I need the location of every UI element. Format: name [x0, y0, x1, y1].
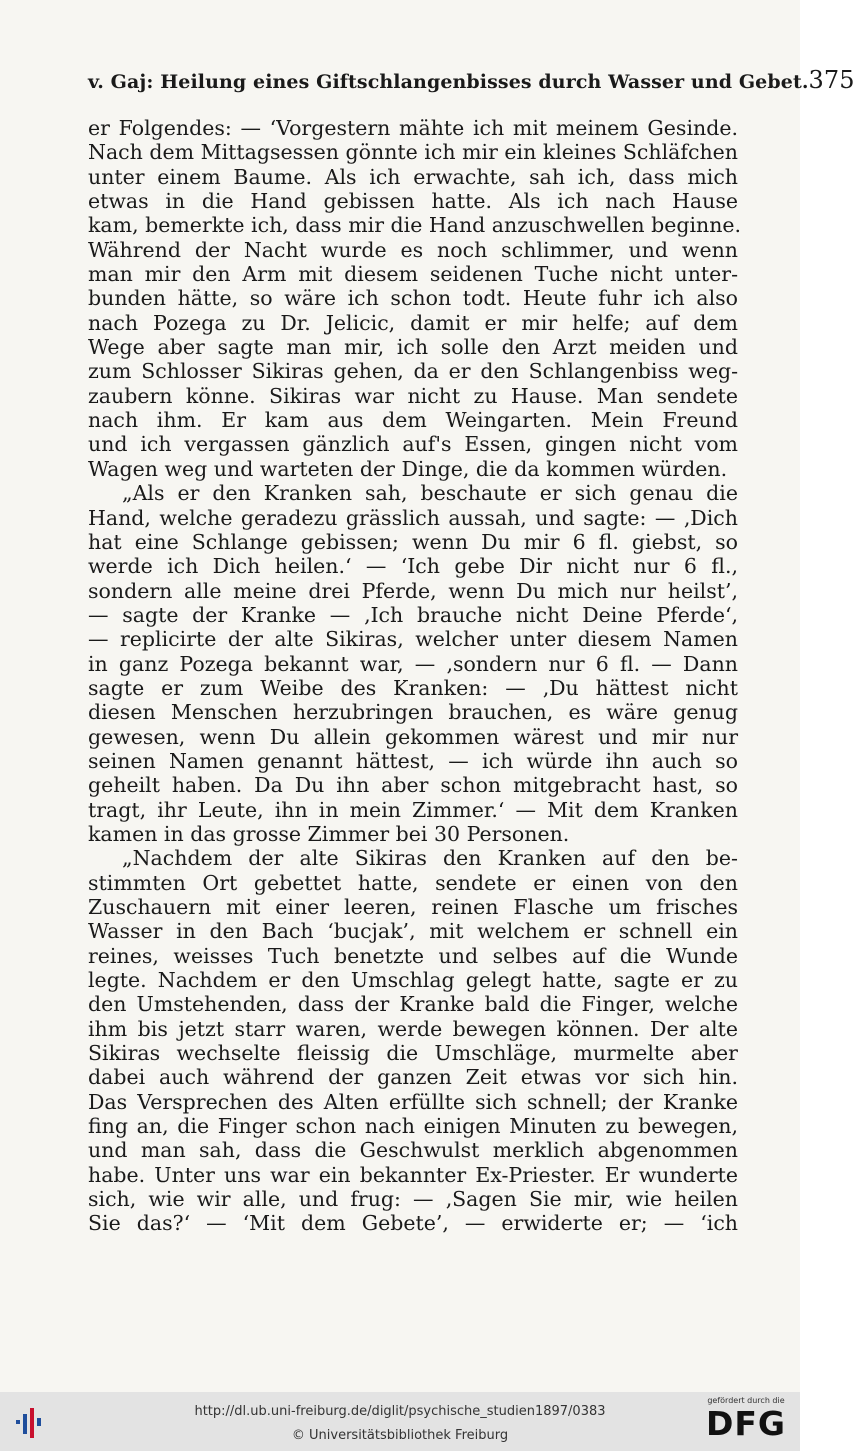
text-line: den Umstehenden, dass der Kranke bald die Finger, welche [88, 992, 738, 1017]
text-line: bunden hätte, so wäre ich schon todt. Heute fuhr ich also [88, 286, 738, 311]
text-line: Hand, welche geradezu grässlich aussah, und sagte: — ‚Dich [88, 505, 738, 530]
text-line: Zuschauern mit einer leeren, reinen Flasche um frisches [88, 895, 738, 919]
text-line: legte. Nachdem er den Umschlag gelegt hatte, sagte er zu [88, 968, 738, 993]
permalink-url[interactable]: http://dl.ub.uni-freiburg.de/diglit/psychische_studien1897/0383 [194, 1404, 606, 1419]
text-line: dabei auch während der ganzen Zeit etwas vor sich hin. [88, 1065, 738, 1090]
text-line: reines, weisses Tuch benetzte und selbes auf die Wunde [88, 943, 738, 968]
running-title: v. Gaj: Heilung eines Giftschlangenbisses durch Wasser und Gebet. [88, 71, 809, 93]
text-line: seinen Namen genannt hättest, — ich würde ihn auch so [88, 748, 738, 773]
text-line: sondern alle meine drei Pferde, wenn Du mich nur heilst’, [88, 578, 738, 603]
text-line: — sagte der Kranke — ‚Ich brauche nicht Deine Pferde‘, [88, 602, 738, 627]
text-line: Wasser in den Bach ‘bucjak’, mit welchem er schnell ein [88, 919, 738, 944]
text-line: ihm bis jetzt starr waren, werde bewegen können. Der alte [88, 1016, 738, 1041]
text-line: werde ich Dich heilen.‘ — ‘Ich gebe Dir nicht nur 6 fl., [88, 554, 738, 579]
text-line: Wagen weg und warteten der Dinge, die da kommen würden. [88, 456, 728, 481]
text-line: unter einem Baume. Als ich erwachte, sah ich, dass mich [88, 164, 738, 189]
text-line: kam, bemerkte ich, dass mir die Hand anzuschwellen beginne. [88, 213, 742, 238]
copyright-text: © Universitätsbibliothek Freiburg [291, 1428, 509, 1443]
text-line: zaubern könne. Sikiras war nicht zu Hause. Man sendete [88, 383, 738, 408]
dfg-funding-badge [702, 1396, 790, 1448]
text-line: man mir den Arm mit diesem seidenen Tuche nicht unter- [88, 262, 738, 287]
dfg-caption: gefördert durch die [707, 1396, 785, 1405]
text-line: Sie das?‘ — ‘Mit dem Gebete’, — erwiderte er; — ‘ich [88, 1211, 738, 1236]
text-line: Das Versprechen des Alten erfüllte sich schnell; der Kranke [88, 1089, 738, 1114]
text-line: kamen in das grosse Zimmer bei 30 Personen. [88, 821, 570, 846]
running-head [88, 66, 855, 100]
text-line: sagte er zum Weibe des Kranken: — ‚Du hättest nicht [88, 675, 738, 700]
text-line: „Als er den Kranken sah, beschaute er sich genau die [122, 481, 738, 506]
text-line: Wege aber sagte man mir, ich solle den Arzt meiden und [88, 335, 738, 360]
text-line: etwas in die Hand gebissen hatte. Als ich nach Hause [88, 189, 738, 214]
page-number: 375 [808, 66, 855, 94]
text-line: — replicirte der alte Sikiras, welcher unter diesem Namen [88, 627, 738, 652]
dfg-logo: DFG [705, 1404, 787, 1443]
text-line: Sikiras wechselte fleissig die Umschläge, murmelte aber [88, 1041, 738, 1066]
text-line: in ganz Pozega bekannt war, — ‚sondern nur 6 fl. — Dann [88, 651, 738, 676]
text-line: tragt, ihr Leute, ihn in mein Zimmer.‘ — Mit dem Kranken [88, 797, 738, 822]
text-line: nach Pozega zu Dr. Jelicic, damit er mir helfe; auf dem [88, 310, 738, 335]
text-line: sich, wie wir alle, und frug: — ‚Sagen Sie mir, wie heilen [88, 1187, 738, 1212]
text-line: habe. Unter uns war ein bekannter Ex-Priester. Er wunderte [88, 1162, 738, 1187]
viewer-footer [0, 1392, 800, 1451]
text-line: stimmten Ort gebettet hatte, sendete er einen von den [88, 870, 738, 895]
text-line: hat eine Schlange gebissen; wenn Du mir 6 fl. giebst, so [88, 529, 738, 554]
text-line: fing an, die Finger schon nach einigen Minuten zu bewegen, [88, 1114, 738, 1139]
text-line: gewesen, wenn Du allein gekommen wärest und mir nur [88, 724, 738, 749]
text-line: und man sah, dass die Geschwulst merklich abgenommen [88, 1138, 738, 1163]
text-line: Während der Nacht wurde es noch schlimmer, und wenn [88, 237, 738, 262]
body-text [88, 116, 742, 1236]
text-line: Nach dem Mittagsessen gönnte ich mir ein kleines Schläfchen [88, 140, 738, 165]
text-line: diesen Menschen herzubringen brauchen, es wäre genug [88, 700, 738, 725]
text-line: „Nachdem der alte Sikiras den Kranken auf den be- [122, 846, 738, 871]
text-line: er Folgendes: — ‘Vorgestern mähte ich mit meinem Gesinde. [88, 116, 738, 140]
text-line: nach ihm. Er kam aus dem Weingarten. Mein Freund [88, 408, 738, 433]
text-line: zum Schlosser Sikiras gehen, da er den Schlangenbiss weg- [88, 359, 738, 384]
text-line: geheilt haben. Da Du ihn aber schon mitgebracht hast, so [88, 773, 738, 798]
text-line: und ich vergassen gänzlich auf's Essen, gingen nicht vom [88, 432, 738, 457]
